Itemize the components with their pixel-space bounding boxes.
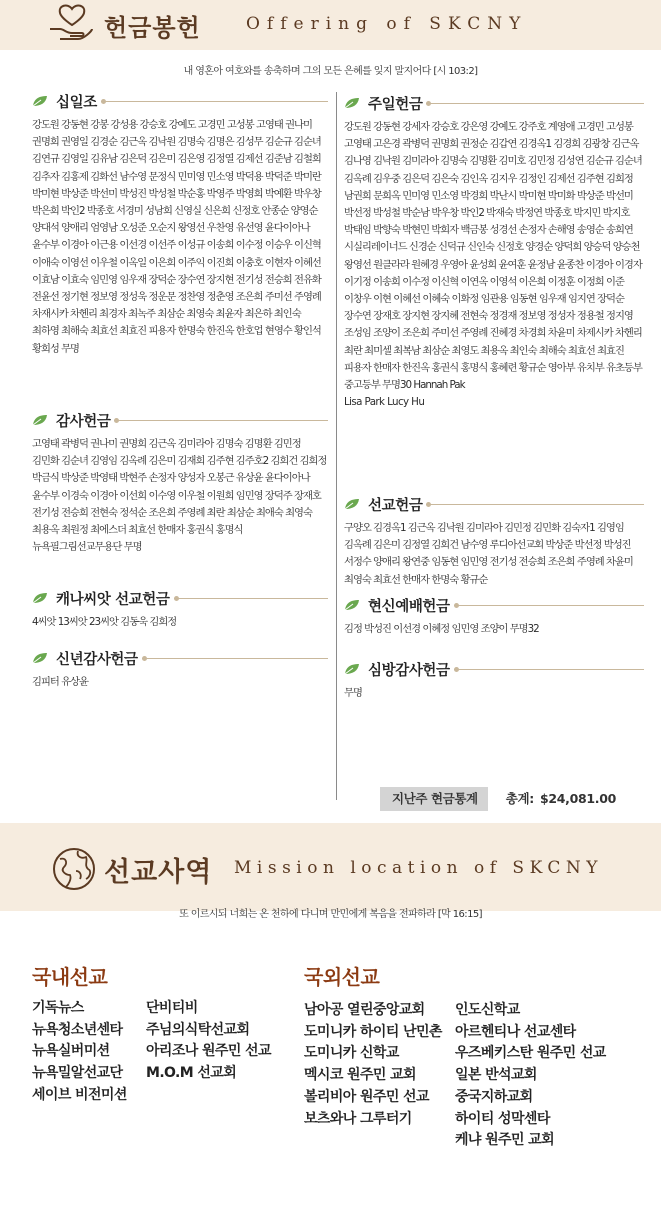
section-header <box>344 92 644 114</box>
leaf-icon <box>344 663 360 675</box>
leaf-icon <box>32 652 48 664</box>
globe-icon <box>50 845 98 893</box>
visit-names: 무명 <box>344 687 362 699</box>
thanks-names: 고영태 곽병덕 권나미 권명희 김근옥 김미라아 김명숙 김명환 김민정 김민화 김순녀 김영임 김옥례 김은미 김재희 김주현 김주호2 김희건 김희정 박금식 박상준 박영태 박현주 손정자 양성자 오봉근 유상윤 윤다이아나 윤수부 이경숙 이경아 이선희 이수영 이우철 이원희 임민영 장덕주 장재호 전기성 전승희 전현숙 정석순 조은희 주영례 최란 최삼순 최애숙 최영숙 최용옥 최원정 최에스더 최효선 한매자 홍권식 홍명식 뉴욕필그림선교무용단 무명 <box>32 438 327 554</box>
offering-title: 헌금봉헌 <box>104 14 201 42</box>
list-item: 뉴욕실버미션 <box>32 1043 110 1060</box>
sunday-section <box>344 92 644 411</box>
thanks-title: 감사헌금 <box>56 413 111 430</box>
list-item: 남아공 열린중앙교회 <box>304 1002 425 1018</box>
section-rule <box>454 605 644 606</box>
leaf-icon <box>32 414 48 426</box>
list-item: 볼리비아 원주민 선교 <box>304 1088 429 1105</box>
stats-label: 지난주 현금통계 <box>380 787 488 811</box>
list-item: 인도신학교 <box>455 1002 520 1018</box>
list-item: 뉴욕밀알선교단 <box>32 1065 123 1082</box>
newyear-names: 김피터 유상윤 <box>32 676 88 688</box>
canada-section <box>32 587 328 631</box>
list-item: M.O.M 선교회 <box>146 1065 237 1082</box>
section-rule <box>114 420 328 421</box>
mission-subtitle: Mission location of SKCNY <box>234 858 603 878</box>
tithe-title: 십일조 <box>56 94 97 111</box>
leaf-icon <box>32 95 48 107</box>
overseas-list-2 <box>455 1000 606 1152</box>
sunday-names <box>344 119 644 411</box>
sunday-names-korean: 강도원 강동현 강세자 강승호 강은영 강예도 강주호 계영애 고경민 고성봉 고영태 고은경 곽병덕 권명희 권정순 김갑연 김경옥1 김경희 김광창 김근옥 김나영 김낙원 김미라아 김명숙 김명환 김미호 김민정 김성연 김순규 김순녀 김옥례 김우중 김은덕 김은숙 김인옥 김지우 김정인 김제선 김주현 김희정 남권희 문희옥 민미영 민소영 박경희 박난시 박미현 박미화 박상준 박선미 박선정 박성철 박순남 박우창 박인2 박재숙 박정연 박종호 박지민 박지호 박태임 박향숙 박현민 박희자 백금봉 성경선 손정자 손해영 송영순 송희연 시실리레이너드 신경순 신덕규 신인숙 신정호 양경순 양덕희 양승덕 양승천 왕영선 원클라라 원혜경 우영아 윤성희 윤여훈 윤정남 윤종찬 이경아 이경자 이기정 이송희 이수정 이신혁 이연옥 이영석 이은희 이정훈 이정희 이준 이창우 이현 이혜선 이혜숙 이화정 임관용 임동현 임우재 임지연 장덕순 장수연 장재호 장지현 장지혜 전현숙 정경재 정보영 정성자 정용철 정지영 조성임 조양이 조은희 주미선 주영례 진혜경 차경희 차윤미 차제시카 차헨리 최란 최미셀 최복남 최삼순 최영도 최용옥 최인숙 최해숙 최효선 최효진 피용자 한매자 한진옥 홍권식 홍명식 홍혜련 황규순 영아부 유치부 유초등부 중고등부 무명30 Hannah Pak <box>344 121 642 392</box>
section-rule <box>426 103 644 104</box>
stats-total-label: 총계: <box>505 791 534 806</box>
overseas-list-1 <box>304 1000 442 1130</box>
section-header <box>32 587 328 609</box>
list-item: 단비티비 <box>146 1000 198 1016</box>
domestic-list-2 <box>146 998 271 1085</box>
section-header <box>32 647 328 669</box>
list-item: 보츠와나 그루터기 <box>304 1110 412 1127</box>
offering-stats <box>380 787 616 811</box>
canada-names: 4씨앗 13씨앗 23씨앗 김동욱 김희정 <box>32 616 177 628</box>
online-names: 김정 박성진 이선경 이혜정 임민영 조양이 무명32 <box>344 623 539 635</box>
list-item: 멕시코 원주민 교회 <box>304 1067 416 1084</box>
tithe-names: 강도원 강동현 강봉 강성용 강승호 강예도 고경민 고성봉 고영태 권나미 권명희 권영일 김경순 김근옥 김낙원 김명숙 김명은 김성무 김순규 김순녀 김연규 김영일 김유남 김은덕 김은미 김은영 김정열 김제선 김준남 김철희 김추자 김홍제 김화선 남수영 문정식 민미영 민소영 박덕용 박덕준 박미란 박미현 박상준 박선미 박성진 박성철 박순홍 박영주 박영희 박예환 박우창 박은희 박인2 박종호 서경미 성남희 신영실 신은희 신정호 안종순 양영순 양대석 양애리 엄영남 오성준 오순지 왕영선 우찬영 유선영 윤다이아나 윤수부 이경아 이근용 이선경 이선주 이성규 이송희 이수정 이승우 이신혁 이애숙 이영선 이우철 이옥일 이은희 이주익 이진희 이충호 이현자 이혜선 이효남 이효숙 임민영 임우재 장덕순 장수연 장지현 전기성 전승희 전유화 전윤선 정기현 정보영 정성욱 정운문 정찬영 정춘영 조은희 주미선 주영례 차재시카 차헨리 최경자 최녹주 최삼순 최영숙 최윤자 최은하 최인숙 최하영 최해숙 최효선 최효진 피용자 한명숙 한진옥 한호업 현영수 황인석 황희성 무명 <box>32 119 321 355</box>
list-item: 우즈베키스탄 원주민 선교 <box>455 1045 606 1062</box>
mission-offering-names: 구양오 김경옥1 김근옥 김낙원 김미라아 김민정 김민화 김숙자1 김영임 김옥례 김은미 김정열 김희건 남수영 루디아선교회 박상준 박선정 박성진 서정수 양애리 왕연중 임동현 임민영 전기성 전승희 조은희 주영례 차윤미 최영숙 최효선 한매자 한명숙 황규순 <box>344 522 633 586</box>
canada-title: 캐나씨앗 선교헌금 <box>56 591 170 608</box>
domestic-mission-title: 국내선교 <box>32 965 108 989</box>
visit-title: 심방감사헌금 <box>368 662 450 679</box>
mission-offering-title: 선교헌금 <box>368 497 423 514</box>
online-title: 현신예배헌금 <box>368 598 450 615</box>
section-header <box>32 409 328 431</box>
section-header <box>344 594 644 616</box>
column-divider <box>336 92 337 800</box>
list-item: 주님의식탁선교회 <box>146 1021 250 1038</box>
offering-subtitle: Offering of SKCNY <box>246 14 528 34</box>
newyear-section <box>32 647 328 691</box>
list-item: 아르헨티나 선교센타 <box>455 1023 576 1040</box>
stats-total <box>488 787 616 811</box>
section-header <box>344 493 644 515</box>
offering-verse: 내 영혼아 여호와를 송축하며 그의 모든 은혜를 잊지 말지어다 [시 103:2] <box>183 66 478 77</box>
leaf-icon <box>344 498 360 510</box>
mission-offering-section <box>344 493 644 589</box>
list-item: 뉴욕청소년센타 <box>32 1021 123 1038</box>
section-header <box>344 658 644 680</box>
sunday-names-latin: Lisa Park Lucy Hu <box>344 396 425 409</box>
list-item: 중국지하교회 <box>455 1088 533 1105</box>
mission-title: 선교사역 <box>104 857 213 888</box>
section-rule <box>454 669 644 670</box>
domestic-list-1 <box>32 998 127 1107</box>
newyear-title: 신년감사헌금 <box>56 651 138 668</box>
thanks-section <box>32 409 328 556</box>
list-item: 하이티 성막센타 <box>455 1110 550 1127</box>
visit-section <box>344 658 644 702</box>
leaf-icon <box>32 592 48 604</box>
overseas-mission-title: 국외선교 <box>304 965 380 989</box>
list-item: 케냐 원주민 교회 <box>455 1132 555 1149</box>
section-rule <box>142 658 328 659</box>
list-item: 세이브 비전미션 <box>32 1086 127 1103</box>
mission-header <box>0 823 661 911</box>
stats-total-value: $24,081.00 <box>539 791 617 806</box>
section-rule <box>426 504 644 505</box>
list-item: 기독뉴스 <box>32 1000 84 1016</box>
list-item: 아리조나 원주민 선교 <box>146 1043 271 1060</box>
list-item: 도미니카 하이티 난민촌 <box>304 1023 442 1040</box>
offering-header <box>0 0 661 50</box>
tithe-section <box>32 90 328 358</box>
online-section <box>344 594 644 638</box>
list-item: 도미니카 신학교 <box>304 1045 399 1062</box>
leaf-icon <box>344 599 360 611</box>
list-item: 일본 반석교회 <box>455 1067 537 1084</box>
section-rule <box>101 101 328 102</box>
hand-heart-icon <box>48 3 96 43</box>
sunday-title: 주일헌금 <box>368 96 423 113</box>
section-header <box>32 90 328 112</box>
section-rule <box>174 598 328 599</box>
leaf-icon <box>344 97 360 109</box>
mission-verse: 또 이르시되 너희는 온 천하에 다니며 만민에게 복음을 전파하라 [막 16:15] <box>179 909 482 920</box>
